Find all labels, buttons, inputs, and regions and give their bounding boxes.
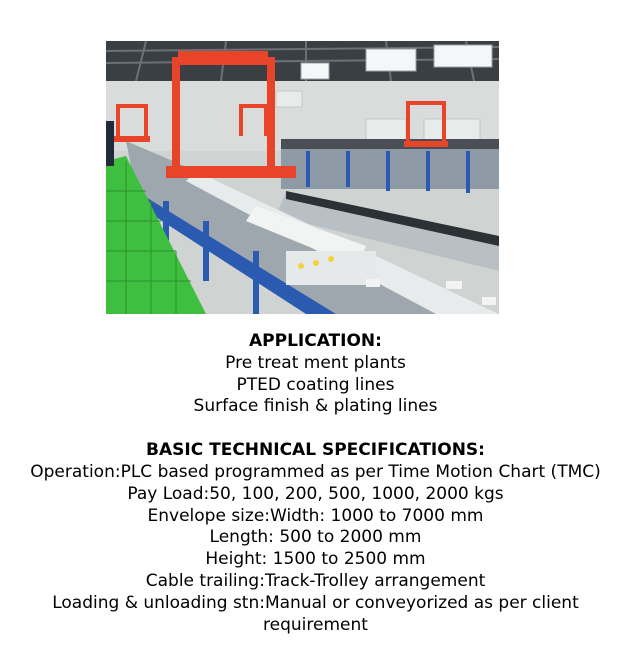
application-item: PTED coating lines (236, 374, 395, 395)
specs-heading: BASIC TECHNICAL SPECIFICATIONS: (146, 440, 485, 461)
spec-line-length: Length: 500 to 2000 mm (209, 527, 422, 548)
spec-line-envelope: Envelope size:Width: 1000 to 7000 mm (147, 505, 484, 526)
application-item: Surface finish & plating lines (193, 396, 438, 417)
application-item: Pre treat ment plants (225, 352, 406, 373)
spec-line-operation: Operation:PLC based programmed as per Time Motion Chart (TMC) (30, 461, 601, 482)
spec-line-loading-cont: requirement (263, 614, 368, 635)
spec-line-payload: Pay Load:50, 100, 200, 500, 1000, 2000 kgs (127, 483, 504, 504)
application-heading: APPLICATION: (249, 331, 382, 351)
spec-line-cable: Cable trailing:Track-Trolley arrangement (145, 570, 486, 591)
spec-line-loading: Loading & unloading stn:Manual or conveyorized as per client (52, 592, 579, 613)
spec-text-block (0, 331, 631, 636)
spacer (0, 418, 631, 440)
spec-line-height: Height: 1500 to 2500 mm (205, 549, 426, 570)
factory-photo (106, 41, 499, 314)
factory-plating-line-photo-icon (106, 41, 499, 314)
